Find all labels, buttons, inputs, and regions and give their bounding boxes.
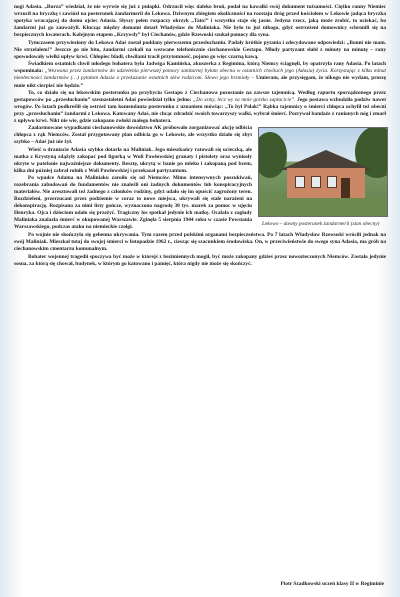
article-paragraph: nogi Adasia. „Burza” wiedział, że nie wyrwie się już z pułapki. Odrzucił więc daleko broń, podał na kawałki swój dokument tożsamości. Ciężko ranny Niemiec wrzucił na bryczkę i zawiózł na posterunek żandarmerii do Lekowa. Dziwnym zbiegiem okoliczności na rozstaju dróg przed kościołem w Lekowie jadąca bryczka spotyka wracającej do domu ojciec Adasia. Słyszy pełen rozpaczy okrzyk „Tato!” i wszystko staje się jasne. Jedyna rzecz, jaką może zrobić, to uciekać, bo żandarmi już go zauważyli. Klucząc między domami dotarł Władysław do Maliniaka. Nie było tu już nikogo, gdyż ostrzeżeni domownicy schronili się na bezpiecznych kwaterach. Kolejnym etapem „Krzywdy” był Ciechanów, gdzie Rzewuski szukał pomocy dla syna.: [14, 4, 386, 39]
figure: [258, 127, 386, 227]
article-column: [14, 4, 386, 268]
paragraph-text: To, co działo się na lekowskim posterunku po przybyciu Gestapo z Ciechanowa pozostanie na zawsze tajemnicą. Według raportu sporządzonego przez gestapowców po „przesłuchaniu” szesnastoletni Adaś powiedział tylko jedno:: [14, 90, 386, 104]
quote-emphasis: Umieram, ale przysięgam, że nikogo nie wydam, proszę mnie nikt cierpieć nie będzie.”: [14, 75, 386, 89]
article-paragraph: Zaalarmowane wypadkami ciechanowskie dowództwo AK próbowało zorganizować akcję odbicia chłopca z rąk Niemców. Został przygotowany plan odbicia go w Lekowie, ale wszystko działo się zbyt szybko – Adaś już nie żył.: [14, 125, 252, 146]
author-signature: Piotr Szadkowski uczeń klasy II w Regiminie: [280, 581, 384, 587]
photo-police-station: [258, 127, 388, 217]
paragraph-text: Świadkiem ostatnich chwil młodego bohatera była Jadwiga Kamińska, akuszerka z Regimina, którą Niemcy ściągnęli, by opatrzyła rany Adasia. Po latach wspominała:: [14, 61, 386, 75]
quote-text: „Wezwana przez żandarmów do udzielenia pierwszej pomocy sanitarnej byłam obecna w ostatnich chwilach jego (Adasia) życia. Korzystając z kilku minut nieobecności żandarmów (…) pytałam Adasia o przekazanie ostatnich słów rodzicom. Słowo jego brzmiały –: [14, 68, 386, 82]
article-paragraph: Tymczasem przywieziony do Lekowa Adaś został poddany pierwszemu przesłuchaniu. Padały krótkie pytania i zdecydowane odpowiedzi: „Bonni nie mam. Nie strzelałem!” Jeszcze go nie bito, żandarmi czekali na wezwane telefonicznie ciechanowskie Gestapo. Młody partyzant słabł z minuty na minutę – rany spowodowały wielki upływ krwi. Chłopiec bladł, chwilami tracił przytomność, pojono go więc czarną kawą.: [14, 39, 386, 60]
photo-caption: Lekowo – dawny posterunek żandarmerii (stan obecny): [262, 221, 380, 228]
article-paragraph: [14, 61, 386, 89]
paragraph-text: Jego postawa wzbudziła podziw nawet wrogów. Po latach podkreślił się ostrzeż tam komendanta posterunku z uznaniem mówiąc: „To był Polak!” Rąbka tajemnicy o śmierci chłopca uchylił też obecni przy „przesłuchaniu” żandarmi z Lekowa. Katowany Adaś, nie chcąc zdradzić swoich towarzyszy walki, wybrał śmierć. Pozrywał bandaże z ranionych nóg i zmarł z upływu krwi. Nikt nie wie, gdzie zakopano zwłoki małego bohatera.: [14, 97, 386, 125]
article-paragraph: Po wpadce Adama na Maliniaku zaroiło się od Niemców. Mimo intensywnych poszukiwań, rozebrania zabudowań do fundamentów nie znaleźli oni żadnych dokumentów lub konspiracyjnych materiałów. Nie aresztowali też żadnego z członków rodziny, gdyż udało się im opuścić zagrożony teren. Rozdzieleni, przerzucani przez podziemie w coraz to nowe miejsca, ukrywali się stale narażeni na dekonspirację. Rozpisano za nimi listy gończe, wyznaczono nagrodę 30 tys. marek za pomoc w ujęciu Henryka. Ojca i dzieciom udało się przeżyć. Tragiczny los spotkał jedynie ich matkę. Ocalała z zagłady Maliniaka znalazła śmierć w okupowanej Warszawie. Zginęła 5 sierpnia 1944 roku w czasie Powstania Warszawskiego, podczas ataku na niemieckie czołgi.: [14, 175, 252, 231]
article-paragraph: Wieść o draniacie Adasia szybko dotarła na Maliniak. Jego mieszkańcy ratowali się ucieczką, ale matka z Krystyną zdążyły zakopać pod figurką w Woli Pawłowskiej granaty i pistolety oraz wyniosły ukryte w patefonie najważniejsze dokumenty. Resztę, ukrytą w banie po mleku i zakopaną pod bzem, kilka dni później zabrał rolnik z Woli Pawłowskiej i przekazał partyzantom.: [14, 146, 252, 175]
article-paragraph: Bohater wojennej tragedii spoczywa być może w którejś z bezimiennych mogił, być może zakopany gdzieś przez nowozieczonych Niemców. Została jedynie sosna, za którą się chował, budynek, w którym go katowano i pamięć, która nigdy nie może się skończyć.: [14, 253, 386, 267]
article-paragraph: [14, 90, 386, 125]
article-paragraph: Po wojnie nie skończyła się gehenna ukrywania. Tym razem przed polskimi organami bezpieczeństwa. Po 7 latach Władysław Rzewuski wróciłi jednak na swój Maliniak. Mieszkał tutaj do swojej śmierci w listopadzie 1962 r., ciesząc się szacunkiem środowiska. On, w przeciwieństwie do swego syna Adasia, ma grób na ciechanowskim cmentarzu komunalnym.: [14, 232, 386, 253]
quote-text: „Do szmy, lecz wy za mnie gorzko zapłacicie”.: [193, 97, 296, 104]
